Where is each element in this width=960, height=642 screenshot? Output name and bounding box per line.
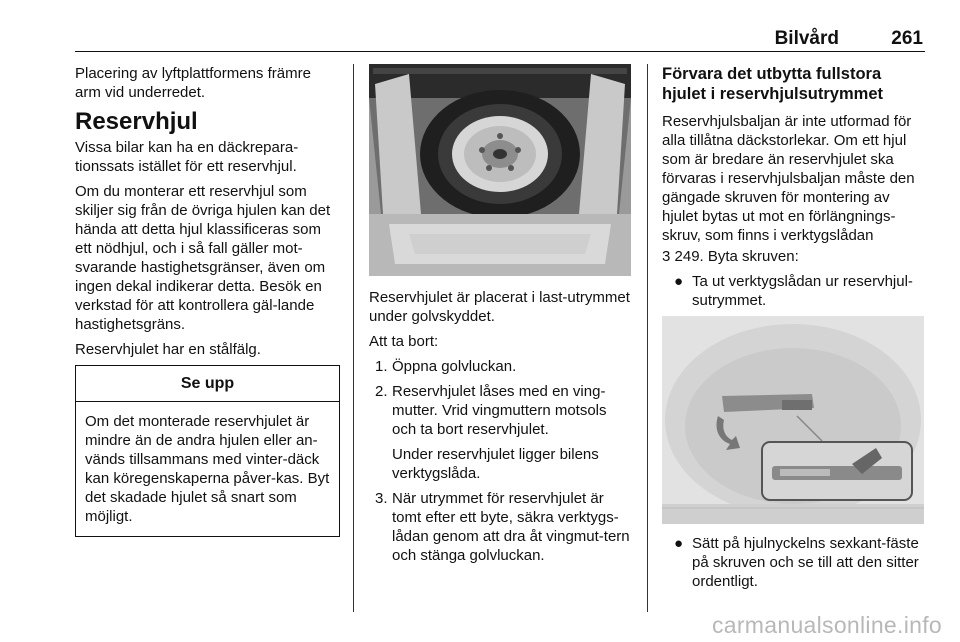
paragraph-1: Vissa bilar kan ha en däckrepara-tionssats istället för ett reservhjul. [75, 139, 299, 175]
bullet-list-2 [662, 534, 928, 591]
column-divider-1 [353, 64, 354, 612]
watermark: carmanualsonline.info [711, 612, 942, 638]
photo-caption: Reservhjulet är placerat i last-utrymmet under golvskyddet. [369, 289, 630, 325]
heading-reservhjul: Reservhjul [75, 108, 198, 135]
column-2 [369, 64, 631, 571]
toolbox-photo [662, 316, 924, 524]
bullet-icon: ● [674, 535, 684, 552]
bullet-list-1 [662, 272, 928, 310]
list-item [369, 382, 631, 483]
paragraph-3: Reservhjulet har en stålfälg. [75, 341, 261, 358]
column-1 [75, 64, 340, 537]
paragraph-2: Om du monterar ett reservhjul som skiljer sig från de övriga hjulen kan det hända att detta hjul klassificeras som ett nödhjul, och i så fall gäller mot-svarande hastighetsgränser, även om ingen dekal indikerar detta. Besök en verkstad för att kontrollera gäl-lande hastighetsgräns. [75, 183, 331, 333]
paragraph-store: Reservhjulsbaljan är inte utformad för alla tillåtna däckstorlekar. Om ett hjul som är bredare än reservhjulet ska förvaras i reservhjulsbaljan måste den gängade skruven för montering av hjulet bytas ut mot en förlängnings-skruv, som finns i verktygslådan [662, 113, 915, 244]
page-reference: 3 249. Byta skruven: [662, 248, 799, 265]
caution-box [75, 365, 340, 537]
caution-title: Se upp [76, 366, 339, 402]
list-item [662, 272, 928, 310]
column-divider-2 [647, 64, 648, 612]
steps-list [369, 357, 631, 565]
spare-wheel-photo [369, 64, 631, 276]
step-number: 3. [375, 490, 388, 507]
step-text: Öppna golvluckan. [392, 358, 517, 375]
list-item [369, 357, 631, 376]
step-number: 2. [375, 383, 388, 400]
section-title: Bilvård [774, 28, 839, 49]
step-text: Reservhjulet låses med en ving-mutter. Vrid vingmuttern motsols och ta bort reservhjulet. [392, 383, 607, 438]
heading-store-wheel: Förvara det utbytta fullstora hjulet i reservhjulsutrymmet [662, 65, 883, 103]
bullet-icon: ● [674, 273, 684, 290]
step-number: 1. [375, 358, 388, 375]
step-subtext: Under reservhjulet ligger bilens verktygslåda. [392, 446, 599, 482]
page-header [75, 26, 925, 52]
intro-text: Placering av lyftplattformens främre arm vid underredet. [75, 65, 311, 101]
bullet-text: Sätt på hjulnyckelns sexkant-fäste på skruven och se till att den sitter ordentligt. [692, 535, 919, 590]
list-item [662, 534, 928, 591]
caution-text: Om det monterade reservhjulet är mindre än de andra hjulen eller an-vänds tillsammans med vinter-däck kan köregenskaperna påver-kas. Byt det skadade hjulet så snart som möjligt. [85, 413, 330, 525]
steps-intro: Att ta bort: [369, 333, 439, 350]
list-item [369, 489, 631, 565]
column-3 [662, 64, 928, 597]
page-number: 261 [891, 28, 923, 49]
bullet-text: Ta ut verktygslådan ur reservhjul-sutrymmet. [692, 273, 913, 309]
step-text: När utrymmet för reservhjulet är tomt efter ett byte, säkra verktygs-lådan genom att dra åt vingmut-tern och stänga golvluckan. [392, 490, 630, 564]
